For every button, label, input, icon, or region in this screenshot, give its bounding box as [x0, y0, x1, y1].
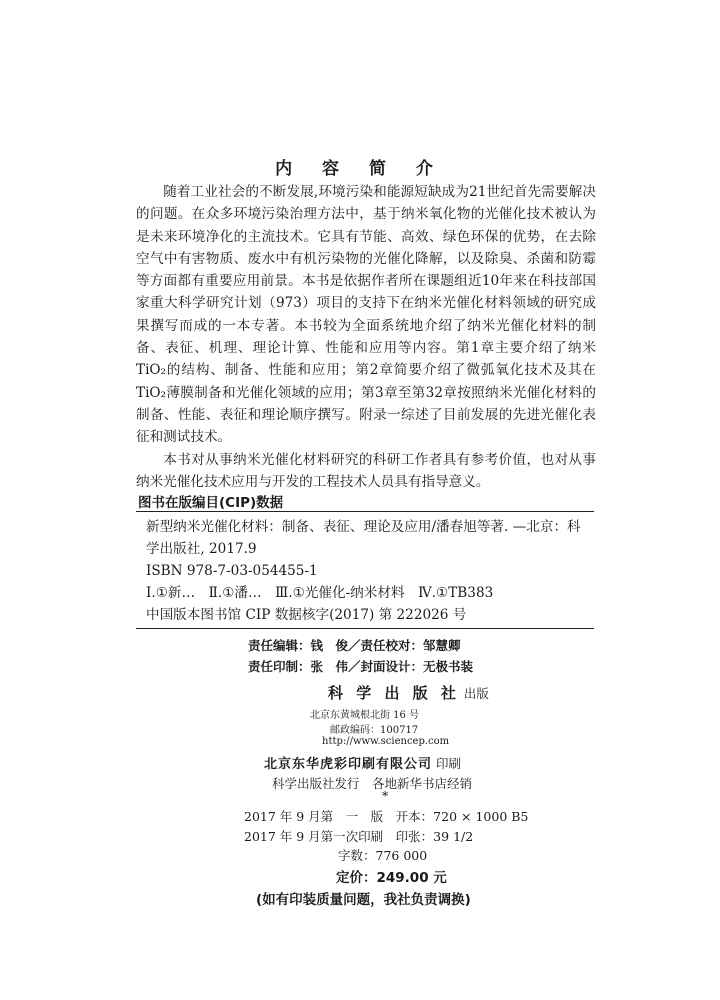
abstract	[136, 181, 596, 493]
abstract-paragraph-2: 本书对从事纳米光催化材料研究的科研工作者具有参考价值，也对从事纳米光催化技术应用与开发的工程技术人员具有指导意义。	[136, 451, 596, 490]
cip-classification: Ⅰ.①新… Ⅱ.①潘… Ⅲ.①光催化-纳米材料 Ⅳ.①TB383	[146, 585, 494, 601]
editors-line-1: 责任编辑：钱 俊／责任校对：邹慧卿	[248, 638, 461, 653]
cip-block	[146, 516, 592, 626]
editors-line-2: 责任印制：张 伟／封面设计：无极书装	[248, 659, 474, 674]
printer-line	[264, 753, 461, 772]
printer-name: 北京东华虎彩印刷有限公司	[264, 757, 433, 772]
cip-top-rule	[136, 511, 594, 512]
separator-star: *	[382, 788, 389, 803]
printer-suffix: 印刷	[436, 756, 462, 771]
printing-line: 2017 年 9 月第一次印刷 印张：39 1/2	[244, 829, 474, 844]
cip-bottom-rule	[136, 628, 594, 629]
publisher-website: http://www.sciencep.com	[322, 736, 450, 747]
cip-isbn: ISBN 978-7-03-054455-1	[146, 563, 318, 579]
edition-line: 2017 年 9 月第 一 版 开本：720 × 1000 B5	[244, 809, 529, 824]
abstract-paragraph-1: 随着工业社会的不断发展,环境污染和能源短缺成为21世纪首先需要解决的问题。在众多环境污染治理方法中，基于纳米氧化物的光催化技术被认为是未来环境净化的主流技术。它具有节能、高效、绿色环保的优势，在去除空气中有害物质、废水中有机污染物的光催化降解，以及除臭、杀菌和防霉等方面都有重要应用前景。本书是依据作者所在课题组近10年来在科技部国家重大科学研究计划（973）项目的支持下在纳米光催化材料领域的研究成果撰写而成的一本专著。本书较为全面系统地介绍了纳米光催化材料的制备、表征、机理、理论计算、性能和应用等内容。第1章主要介绍了纳米TiO₂的结构、制备、性能和应用；第2章简要介绍了微弧氧化技术及其在TiO₂薄膜制备和光催化领域的应用；第3章至第32章按照纳米光催化材料的制备、性能、表征和理论顺序撰写。附录一综述了目前发展的先进光催化表征和测试技术。	[136, 184, 596, 446]
publisher-suffix: 出版	[463, 686, 489, 701]
distribution-line: 科学出版社发行 各地新华书店经销	[272, 776, 473, 791]
publisher-postcode: 邮政编码：100717	[330, 725, 419, 736]
publisher-name: 科 学 出 版 社	[328, 684, 460, 702]
page-title: 内 容 简 介	[275, 159, 445, 179]
return-notice: (如有印装质量问题，我社负责调换)	[256, 892, 471, 908]
cip-number: 中国版本图书馆 CIP 数据核字(2017) 第 222026 号	[146, 607, 467, 623]
price: 定价：249.00 元	[336, 870, 447, 886]
cip-title-line: 新型纳米光催化材料：制备、表征、理论及应用/潘春旭等著. —北京：科学出版社, 2017.9	[146, 519, 581, 557]
publisher-address: 北京东黄城根北街 16 号	[310, 710, 420, 721]
cip-heading: 图书在版编目(CIP)数据	[138, 495, 284, 511]
publisher-line	[328, 682, 489, 703]
word-count: 字数：776 000	[338, 848, 428, 863]
